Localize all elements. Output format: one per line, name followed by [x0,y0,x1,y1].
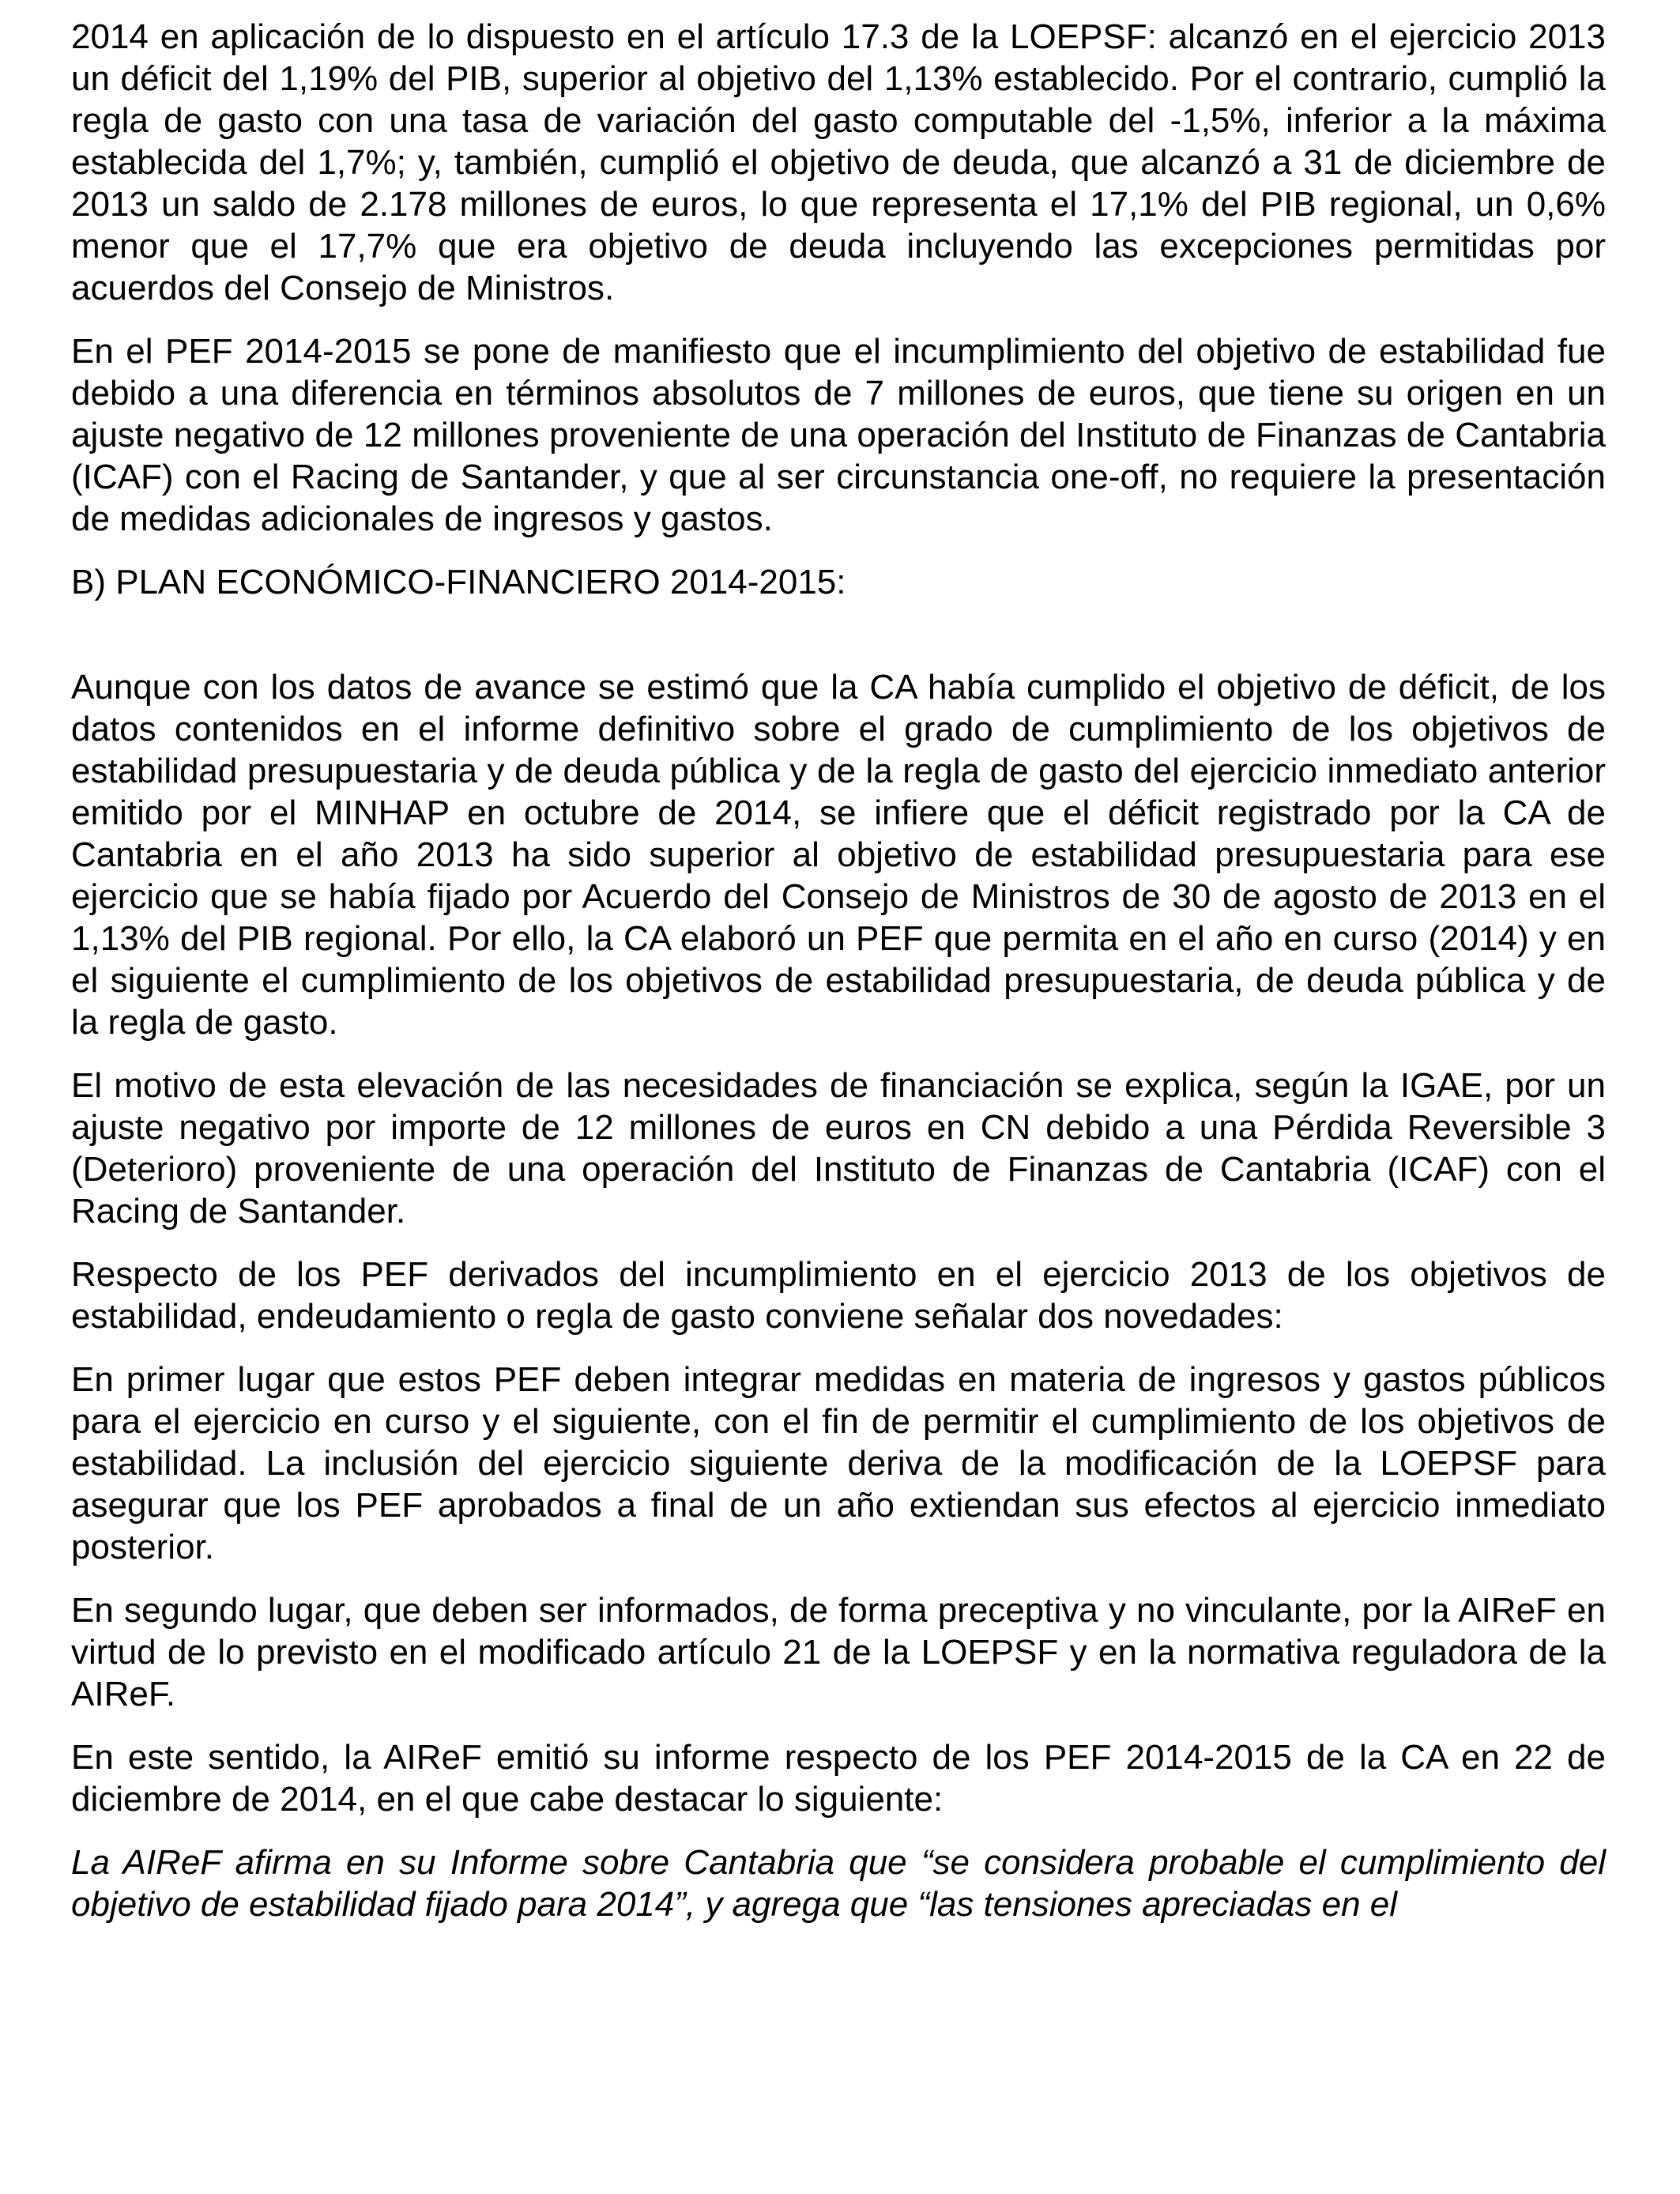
section-heading-plan-economico: B) PLAN ECONÓMICO-FINANCIERO 2014-2015: [71,563,846,601]
paragraph-primer-lugar: En primer lugar que estos PEF deben integrar medidas en materia de ingresos y gastos públicos para el ejercicio en curso y el siguiente, con el fin de permitir el cumplimiento de los objetivos de estabilidad. La inclusión del ejercicio siguiente deriva de la modificación de la LOEPSF para asegurar que los PEF aprobados a final de un año extiendan sus efectos al ejercicio inmediato posterior. [71,1360,1606,1566]
document-body [71,16,1606,1947]
paragraph-datos-avance: Aunque con los datos de avance se estimó que la CA había cumplido el objetivo de déficit, de los datos contenidos en el informe definitivo sobre el grado de cumplimiento de los objetivos de estabilidad presupuestaria y de deuda pública y de la regla de gasto del ejercicio inmediato anterior emitido por el MINHAP en octubre de 2014, se infiere que el déficit registrado por la CA de Cantabria en el año 2013 ha sido superior al objetivo de estabilidad presupuestaria para ese ejercicio que se había fijado por Acuerdo del Consejo de Ministros de 30 de agosto de 2013 en el 1,13% del PIB regional. Por ello, la CA elaboró un PEF que permita en el año en curso (2014) y en el siguiente el cumplimiento de los objetivos de estabilidad presupuestaria, de deuda pública y de la regla de gasto. [71,668,1606,1042]
paragraph-cita-airef: La AIReF afirma en su Informe sobre Cantabria que “se considera probable el cumplimiento del objetivo de estabilidad fijado para 2014”, y agrega que “las tensiones apreciadas en el [71,1843,1606,1924]
paragraph-informe-airef: En este sentido, la AIReF emitió su informe respecto de los PEF 2014-2015 de la CA en 22 de diciembre de 2014, en el que cabe destacar lo siguiente: [71,1738,1606,1819]
paragraph-pef-incumplimiento: En el PEF 2014-2015 se pone de manifiesto que el incumplimiento del objetivo de estabilidad fue debido a una diferencia en términos absolutos de 7 millones de euros, que tiene su origen en un ajuste negativo de 12 millones proveniente de una operación del Instituto de Finanzas de Cantabria (ICAF) con el Racing de Santander, y que al ser circunstancia one-off, no requiere la presentación de medidas adicionales de ingresos y gastos. [71,332,1606,538]
paragraph-segundo-lugar: En segundo lugar, que deben ser informados, de forma preceptiva y no vinculante, por la AIReF en virtud de lo previsto en el modificado artículo 21 de la LOEPSF y en la normativa reguladora de la AIReF. [71,1591,1606,1713]
paragraph-motivo-elevacion: El motivo de esta elevación de las necesidades de financiación se explica, según la IGAE, por un ajuste negativo por importe de 12 millones de euros en CN debido a una Pérdida Reversible 3 (Deterioro) proveniente de una operación del Instituto de Finanzas de Cantabria (ICAF) con el Racing de Santander. [71,1066,1606,1231]
paragraph-deficit-2013: 2014 en aplicación de lo dispuesto en el artículo 17.3 de la LOEPSF: alcanzó en el ejercicio 2013 un déficit del 1,19% del PIB, superior al objetivo del 1,13% establecido. Por el contrario, cumplió la regla de gasto con una tasa de variación del gasto computable del -1,5%, inferior a la máxima establecida del 1,7%; y, también, cumplió el objetivo de deuda, que alcanzó a 31 de diciembre de 2013 un saldo de 2.178 millones de euros, lo que representa el 17,1% del PIB regional, un 0,6% menor que el 17,7% que era objetivo de deuda incluyendo las excepciones permitidas por acuerdos del Consejo de Ministros. [71,17,1606,307]
paragraph-novedades: Respecto de los PEF derivados del incumplimiento en el ejercicio 2013 de los objetivos de estabilidad, endeudamiento o regla de gasto conviene señalar dos novedades: [71,1255,1606,1336]
